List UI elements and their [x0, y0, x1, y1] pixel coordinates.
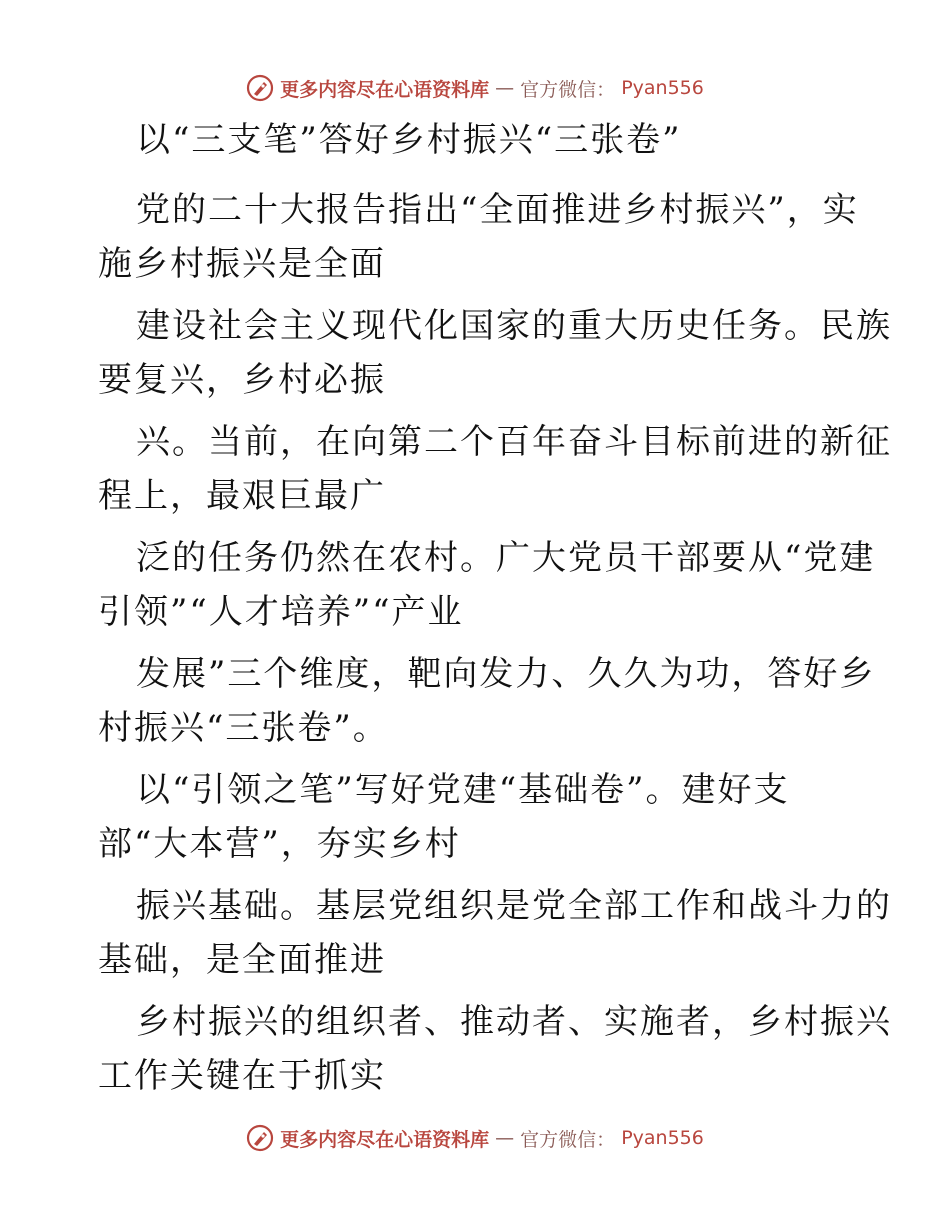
doc-line: 振兴基础。基层党组织是党全部工作和战斗力的	[136, 886, 892, 926]
watermark-contact-id: Pyan556	[621, 77, 704, 99]
watermark-contact-label: 官方微信：	[520, 1128, 616, 1151]
doc-title: 以“三支笔”答好乡村振兴“三张卷”	[136, 120, 682, 160]
doc-line: 党的二十大报告指出“全面推进乡村振兴”，实	[136, 190, 859, 230]
pen-nib-circle-icon	[246, 1124, 274, 1152]
doc-line: 引领”“人才培养”“产业	[98, 592, 464, 632]
header-watermark	[0, 74, 950, 102]
watermark-main-text: 更多内容尽在心语资料库	[280, 78, 490, 101]
watermark-contact-id: Pyan556	[621, 1127, 704, 1149]
watermark-main-text: 更多内容尽在心语资料库	[280, 1128, 490, 1151]
doc-line: 兴。当前，在向第二个百年奋斗目标前进的新征	[136, 422, 892, 462]
footer-watermark	[0, 1124, 950, 1152]
doc-line: 施乡村振兴是全面	[98, 244, 386, 284]
watermark-contact-label: 官方微信：	[520, 78, 616, 101]
doc-line: 以“引领之笔”写好党建“基础卷”。建好支	[136, 770, 790, 810]
doc-line: 乡村振兴的组织者、推动者、实施者，乡村振兴	[136, 1002, 892, 1042]
watermark-separator: —	[495, 77, 515, 99]
doc-line: 基础，是全面推进	[98, 940, 386, 980]
doc-line: 发展”三个维度，靶向发力、久久为功，答好乡	[136, 654, 876, 694]
doc-line: 村振兴“三张卷”。	[98, 708, 389, 748]
pen-nib-circle-icon	[246, 74, 274, 102]
doc-line: 部“大本营”，夯实乡村	[98, 824, 461, 864]
doc-line: 泛的任务仍然在农村。广大党员干部要从“党建	[136, 538, 876, 578]
doc-line: 程上，最艰巨最广	[98, 476, 386, 516]
doc-line: 要复兴，乡村必振	[98, 360, 386, 400]
watermark-separator: —	[495, 1127, 515, 1149]
doc-line: 工作关键在于抓实	[98, 1056, 386, 1096]
doc-line: 建设社会主义现代化国家的重大历史任务。民族	[136, 306, 892, 346]
